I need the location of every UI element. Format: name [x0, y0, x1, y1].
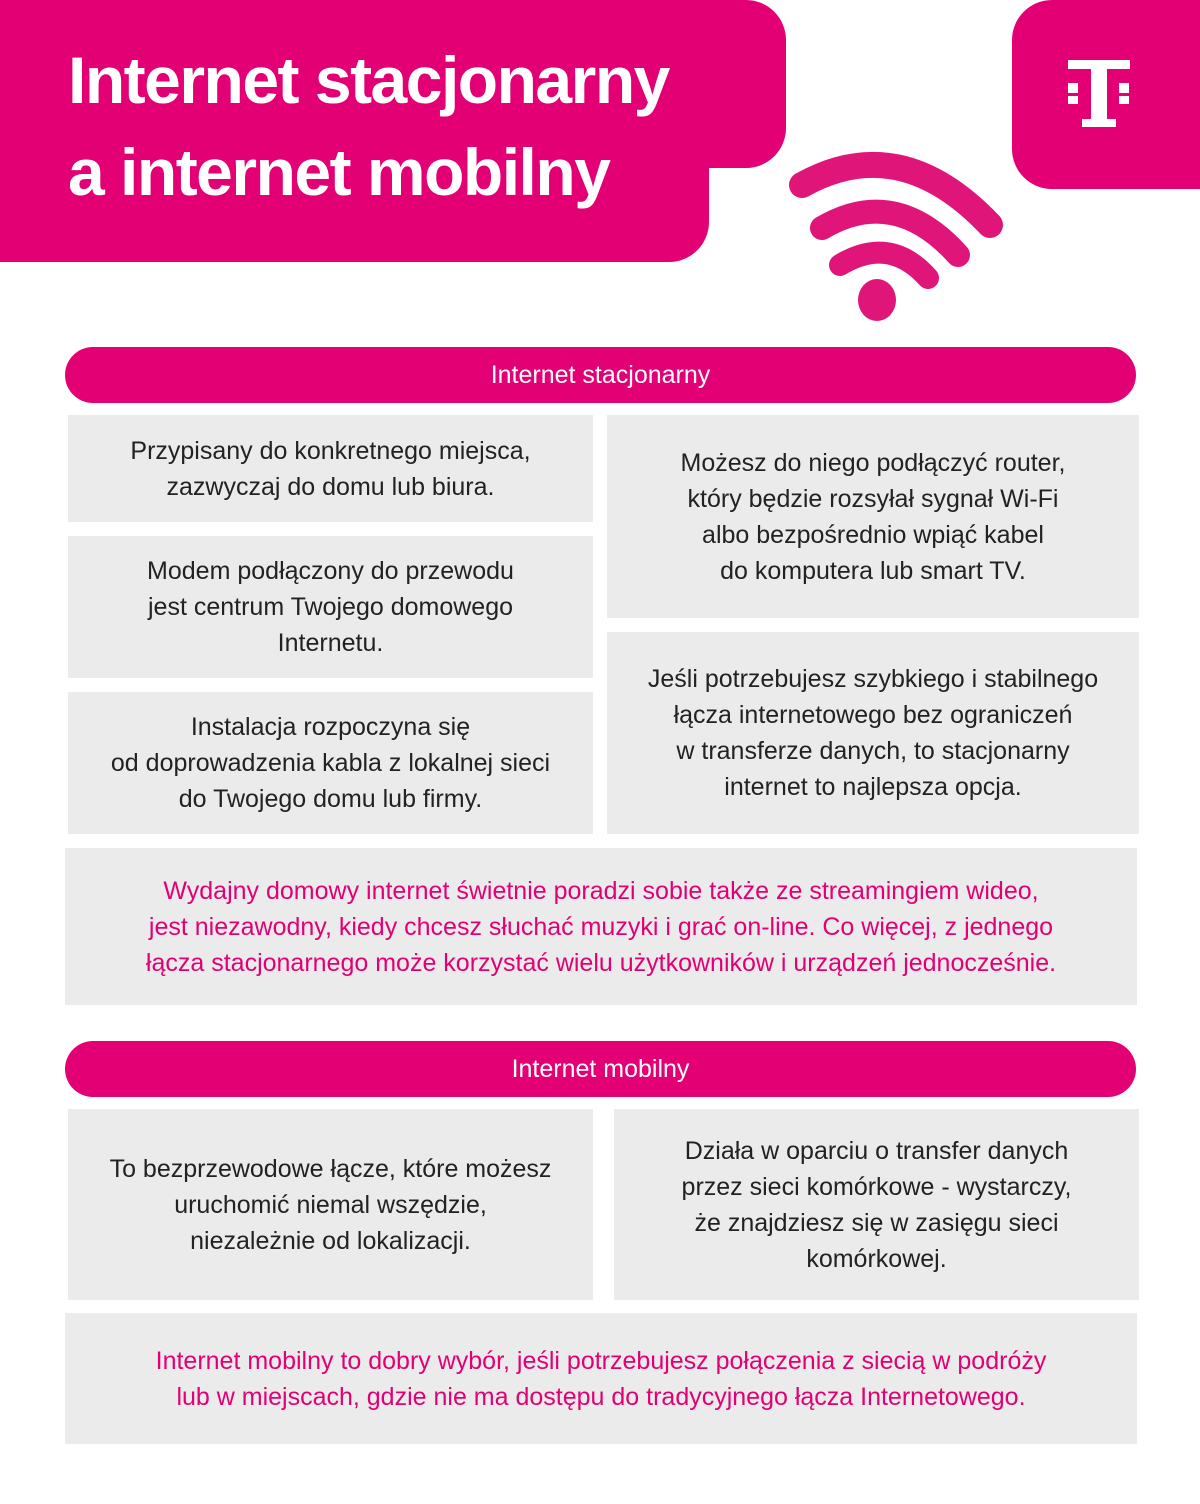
summary-stationary: Wydajny domowy internet świetnie poradzi sobie także ze streamingiem wideo, jest niezawodny, kiedy chcesz słuchać muzyki i grać on-line. Co więcej, z jednego łącza stacjonarnego może korzystać wielu użytkowników i urządzeń jednocześnie. [65, 848, 1137, 1005]
section-header-mobile: Internet mobilny [65, 1041, 1136, 1097]
info-cell: Działa w oparciu o transfer danych przez sieci komórkowe - wystarczy, że znajdziesz się w zasięgu sieci komórkowej. [614, 1109, 1139, 1300]
info-cell: Przypisany do konkretnego miejsca, zazwyczaj do domu lub biura. [68, 415, 593, 522]
info-cell: Jeśli potrzebujesz szybkiego i stabilnego łącza internetowego bez ograniczeń w transferze danych, to stacjonarny internet to najlepsza opcja. [607, 632, 1139, 834]
page-title [68, 34, 669, 218]
t-logo-icon [1012, 0, 1200, 189]
info-cell: To bezprzewodowe łącze, które możesz uruchomić niemal wszędzie, niezależnie od lokalizacji. [68, 1109, 593, 1300]
title-line-2: a internet mobilny [68, 135, 610, 209]
wifi-icon [780, 140, 1020, 330]
info-cell: Instalacja rozpoczyna się od doprowadzenia kabla z lokalnej sieci do Twojego domu lub firmy. [68, 692, 593, 834]
title-line-1: Internet stacjonarny [68, 43, 669, 117]
info-cell: Możesz do niego podłączyć router, który będzie rozsyłał sygnał Wi-Fi albo bezpośrednio wpiąć kabel do komputera lub smart TV. [607, 415, 1139, 618]
info-cell: Modem podłączony do przewodu jest centrum Twojego domowego Internetu. [68, 536, 593, 678]
section-header-stationary: Internet stacjonarny [65, 347, 1136, 403]
summary-mobile: Internet mobilny to dobry wybór, jeśli potrzebujesz połączenia z siecią w podróży lub w miejscach, gdzie nie ma dostępu do tradycyjnego łącza Internetowego. [65, 1313, 1137, 1444]
telekom-logo [1012, 0, 1200, 189]
